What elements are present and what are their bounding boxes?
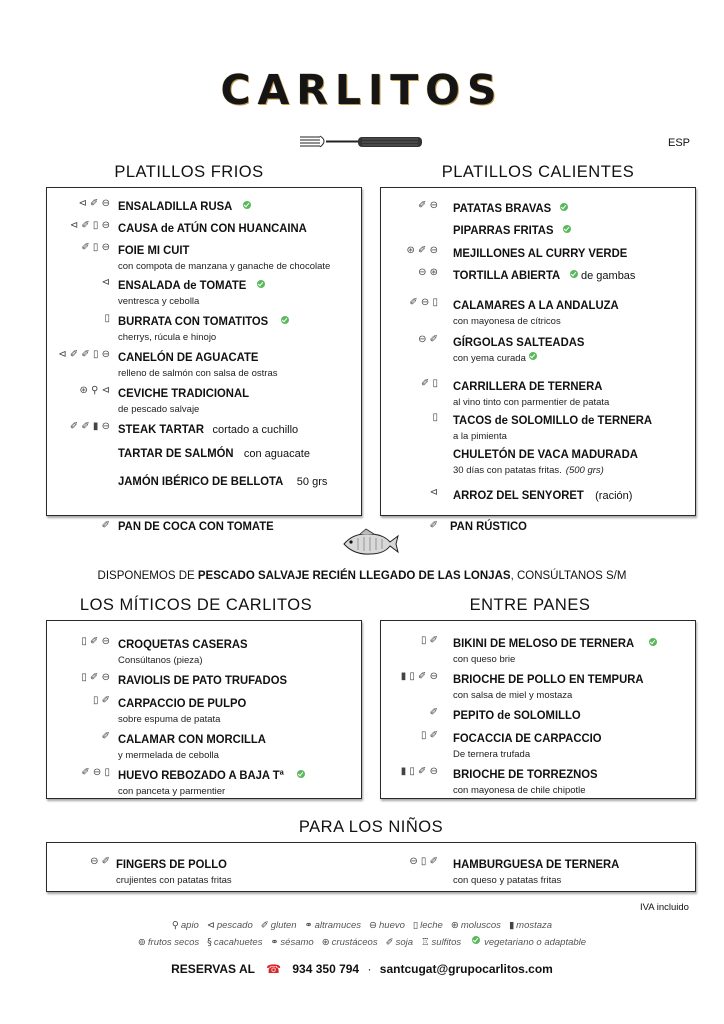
dish-description: ventresca y cebolla [118, 296, 200, 307]
legend-label: soja [395, 937, 413, 948]
dish-inline-note: de gambas [581, 270, 636, 282]
fish-note-bold: PESCADO SALVAJE RECIÉN LLEGADO DE LAS LONJAS [197, 570, 511, 582]
legend-entry [451, 920, 501, 931]
dish-description: al vino tinto con parmentier de patata [453, 397, 610, 408]
allergen-icons: ✐ [101, 731, 110, 742]
legend-label: pescado [216, 920, 253, 931]
allergen-icons: ▯ ✐ [420, 730, 438, 741]
dish-name: HAMBURGUESA DE TERNERA [453, 857, 620, 871]
dish-name: CALAMARES A LA ANDALUZA [453, 298, 619, 312]
dish-description: crujientes con patatas fritas [116, 875, 232, 886]
dish-name: FINGERS DE POLLO [116, 857, 227, 871]
dish-name: FOCACCIA DE CARPACCIO [453, 731, 602, 745]
allergen-icons: ⊛ ⚲ ⊲ [79, 385, 110, 396]
dish-name: PATATAS BRAVAS [453, 201, 552, 215]
vegetarian-icon [297, 770, 305, 778]
allergen-icons: ✐ ⊖ ▯ [81, 767, 110, 778]
legend-entry [270, 937, 313, 948]
vegetarian-icon [257, 280, 265, 288]
legend-entry [322, 937, 378, 948]
dish-name: TORTILLA ABIERTA [453, 268, 561, 282]
dish-name: FOIE MI CUIT [118, 243, 190, 257]
vegetarian-icon [281, 316, 289, 324]
dish-name: BURRATA CON TOMATITOS [118, 314, 269, 328]
dish-name: BIKINI DE MELOSO DE TERNERA [453, 636, 635, 650]
allergen-legend-row-1 [0, 920, 724, 931]
legend-icon: ⊚ [137, 937, 146, 948]
allergen-icons: ✐ [429, 707, 438, 718]
legend-entry [386, 937, 413, 948]
dish-name: ENSALADILLA RUSA [118, 199, 233, 213]
legend-entry [207, 920, 253, 931]
dish-name: MEJILLONES AL CURRY VERDE [453, 246, 628, 260]
vegetarian-icon [563, 225, 571, 233]
iva-note: IVA incluido [640, 902, 689, 913]
dish-name: PIPARRAS FRITAS [453, 223, 554, 237]
legend-label: vegetariano o adaptable [484, 937, 587, 948]
legend-entry [413, 920, 443, 931]
legend-icon: ▮ [508, 920, 515, 931]
allergen-icons: ✐ ▯ [420, 378, 438, 389]
allergen-icons: ▯ [432, 412, 438, 423]
allergen-icons: ✐ ⊖ ▯ [409, 297, 438, 308]
allergen-icons: ⊖ ▯ ✐ [409, 856, 438, 867]
legend-label: altramuces [314, 920, 362, 931]
dish-name: CALAMAR CON MORCILLA [118, 732, 266, 746]
dish-name: PAN DE COCA CON TOMATE [118, 519, 274, 533]
legend-icon: ⊖ [369, 920, 377, 931]
allergen-icons: ⊖ ✐ [90, 856, 110, 867]
allergen-icons: ▯ ✐ [92, 695, 110, 706]
dish-name: TACOS de SOLOMILLO de TERNERA [453, 413, 653, 427]
dish-name: CANELÓN DE AGUACATE [118, 350, 259, 364]
language-indicator[interactable]: ESP [668, 137, 691, 149]
allergen-icons: ✐ [429, 520, 438, 531]
allergen-icons: ⊲ ✐ ▯ ⊖ [69, 220, 110, 231]
phone-number[interactable]: 934 350 794 [292, 962, 360, 976]
dish-name: BRIOCHE DE TORREZNOS [453, 767, 598, 781]
legend-label: gluten [270, 920, 297, 931]
allergen-icons: ⊲ ✐ ✐ ▯ ⊖ [58, 349, 110, 360]
allergen-icons: ▮ ▯ ✐ ⊖ [400, 766, 438, 777]
allergen-icons: ▯ ✐ ⊖ [81, 672, 110, 683]
dish-weight: (500 grs) [565, 465, 604, 476]
legend-icon: ⊲ [206, 920, 215, 931]
legend-icon: § [207, 937, 212, 948]
legend-label: cacahuetes [213, 937, 263, 948]
dish-description: con yema curada [453, 353, 526, 364]
legend-label: sésamo [280, 937, 314, 948]
legend-icon: ⊛ [450, 920, 459, 931]
vegetarian-icon [529, 352, 537, 360]
vegetarian-icon [570, 270, 578, 278]
dish-description: relleno de salmón con salsa de ostras [118, 368, 278, 379]
legend-label: frutos secos [147, 937, 200, 948]
dish-name: GÍRGOLAS SALTEADAS [453, 335, 585, 349]
dish-name: BRIOCHE DE POLLO EN TEMPURA [453, 672, 644, 686]
reservas-label: RESERVAS AL [171, 962, 255, 976]
dish-name: TARTAR DE SALMÓN [118, 446, 234, 460]
legend-label: huevo [379, 920, 405, 931]
reservations-line [0, 962, 724, 976]
allergen-icons: ⊲ ✐ ⊖ [78, 198, 110, 209]
email-link[interactable]: santcugat@grupocarlitos.com [379, 962, 553, 976]
dish-description: con mayonesa de cítricos [453, 316, 561, 327]
legend-icon: ⚭ [270, 937, 279, 948]
legend-entry [207, 937, 262, 948]
section-title-calientes: PLATILLOS CALIENTES [441, 163, 635, 181]
legend-icon: ♖ [421, 937, 430, 948]
dish-description: con mayonesa de chile chipotle [453, 785, 586, 796]
dish-description: con queso brie [453, 654, 516, 665]
dish-description: sobre espuma de patata [118, 714, 221, 725]
dish-inline-note: 50 grs [296, 476, 328, 488]
allergen-icons: ▯ [104, 313, 110, 324]
legend-entry [172, 920, 199, 931]
dish-description: de pescado salvaje [118, 404, 200, 415]
allergen-icons: ✐ ✐ ▮ ⊖ [69, 421, 110, 432]
legend-entry [305, 920, 361, 931]
legend-label: leche [420, 920, 443, 931]
dish-description: cherrys, rúcula e hinojo [118, 332, 217, 343]
wild-fish-note [0, 570, 724, 582]
dish-inline-note: con aguacate [243, 448, 310, 460]
vegetarian-icon [472, 936, 480, 944]
vegetarian-icon [243, 201, 251, 209]
fish-icon [340, 528, 400, 560]
allergen-icons: ✐ ⊖ [418, 200, 438, 211]
section-title-miticos: LOS MÍTICOS DE CARLITOS [79, 596, 313, 614]
section-title-frios: PLATILLOS FRIOS [114, 163, 264, 181]
legend-icon: ✐ [260, 920, 269, 931]
dish-description: con salsa de miel y mostaza [453, 690, 573, 701]
separator: · [367, 962, 372, 976]
dish-name: ARROZ DEL SENYORET [453, 488, 584, 502]
dish-description: a la pimienta [453, 431, 507, 442]
dish-name: CARRILLERA DE TERNERA [453, 379, 603, 393]
vegetarian-icon [560, 203, 568, 211]
dish-name: CAUSA de ATÚN CON HUANCAINA [118, 221, 307, 235]
dish-name: ENSALADA de TOMATE [118, 278, 247, 292]
dish-description: y mermelada de cebolla [118, 750, 219, 761]
dish-description: con compota de manzana y ganache de chocolate [118, 261, 331, 272]
fork-icon [298, 133, 426, 151]
legend-label: sulfitos [431, 937, 462, 948]
legend-entry [138, 937, 199, 948]
allergen-icons: ▯ ✐ [420, 635, 438, 646]
dish-name: CEVICHE TRADICIONAL [118, 386, 249, 400]
dish-description: Consúltanos (pieza) [118, 655, 203, 666]
allergen-icons: ▮ ▯ ✐ ⊖ [400, 671, 438, 682]
dish-inline-note: cortado a cuchillo [212, 424, 299, 436]
legend-label: mostaza [516, 920, 553, 931]
section-title-panes: ENTRE PANES [469, 596, 591, 614]
dish-name: STEAK TARTAR [118, 422, 205, 436]
fish-note-suffix: , CONSÚLTANOS S/M [510, 570, 627, 582]
legend-entry [469, 937, 586, 948]
legend-label: apio [180, 920, 199, 931]
legend-entry [369, 920, 405, 931]
dish-description: con queso y patatas fritas [453, 875, 562, 886]
dish-name: JAMÓN IBÉRICO DE BELLOTA [118, 474, 284, 488]
dish-name: CARPACCIO DE PULPO [118, 696, 247, 710]
legend-entry [509, 920, 552, 931]
legend-icon: ▯ [412, 920, 419, 931]
dish-name: HUEVO REBOZADO A BAJA Tª [118, 768, 284, 782]
dish-name: CHULETÓN DE VACA MADURADA [453, 447, 638, 461]
legend-entry [421, 937, 461, 948]
allergen-icons: ⊛ ✐ ⊖ [406, 245, 438, 256]
dish-inline-note: (ración) [595, 490, 633, 502]
fish-note-prefix: DISPONEMOS DE [97, 570, 195, 582]
legend-entry [261, 920, 297, 931]
allergen-icons: ⊲ [101, 277, 110, 288]
dish-name: PEPITO de SOLOMILLO [453, 708, 581, 722]
dish-name: PAN RÚSTICO [450, 519, 527, 533]
dish-description: 30 días con patatas fritas. [453, 465, 562, 476]
allergen-icons: ⊲ [429, 487, 438, 498]
allergen-icons: ⊖ ✐ [418, 334, 438, 345]
allergen-icons: ▯ ✐ ⊖ [81, 636, 110, 647]
legend-label: crustáceos [331, 937, 378, 948]
allergen-icons: ✐ ▯ ⊖ [81, 242, 110, 253]
dish-description: De ternera trufada [453, 749, 531, 760]
legend-icon: ⊛ [321, 937, 330, 948]
legend-icon: ✐ [385, 937, 394, 948]
section-title-ninos: PARA LOS NIÑOS [298, 818, 444, 836]
dish-description: con panceta y parmentier [118, 786, 226, 797]
dish-name: RAVIOLIS DE PATO TRUFADOS [118, 673, 288, 687]
vegetarian-icon [649, 638, 657, 646]
legend-icon: ⚭ [304, 920, 313, 931]
allergen-icons: ✐ [101, 520, 110, 531]
dish-name: CROQUETAS CASERAS [118, 637, 248, 651]
legend-label: moluscos [460, 920, 501, 931]
restaurant-logo: CARLITOS [220, 66, 504, 114]
allergen-legend-row-2 [0, 937, 724, 948]
allergen-icons: ⊖ ⊛ [418, 267, 438, 278]
legend-icon: ⚲ [171, 920, 179, 931]
phone-icon: ☎ [266, 962, 282, 976]
